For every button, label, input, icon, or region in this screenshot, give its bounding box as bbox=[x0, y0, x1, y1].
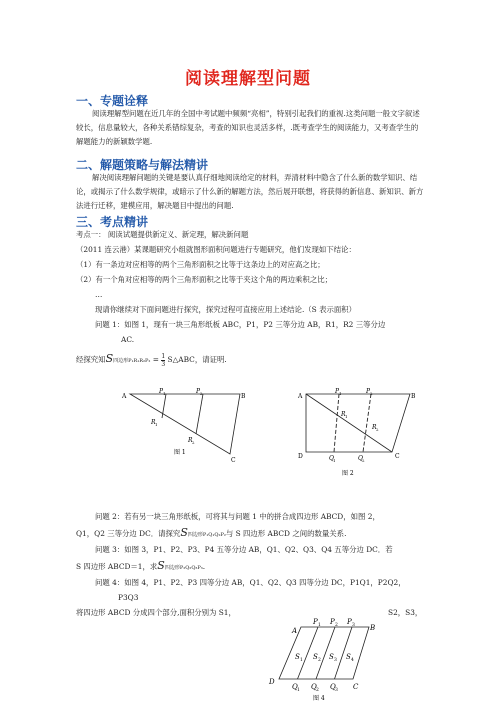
fraction-numerator: 1 bbox=[161, 352, 166, 360]
problem-3-line-2 bbox=[76, 559, 205, 575]
formula-line-1 bbox=[76, 352, 227, 368]
label-q1: Q bbox=[329, 455, 334, 462]
label-c: C bbox=[231, 457, 236, 464]
label-p2: P bbox=[196, 388, 201, 395]
label-p1-sub: 1 bbox=[339, 391, 342, 396]
area-symbol: S bbox=[180, 526, 188, 539]
page-title: 阅读理解型问题 bbox=[185, 69, 311, 89]
label-p2-sub: 2 bbox=[200, 391, 203, 396]
problem-2-line-2 bbox=[76, 526, 346, 542]
figure-2-caption: 图 2 bbox=[342, 470, 354, 477]
segment-p2r2 bbox=[196, 394, 203, 434]
conclusion-1: （1）有一条边对应相等的两个三角形面积之比等于这条边上的对应高之比； bbox=[76, 260, 325, 269]
problem-4-line-3: 将四边形 ABCD 分成四个部分,面积分别为 S1， bbox=[76, 608, 236, 617]
figure-1 bbox=[118, 388, 250, 466]
problem-3-post: . bbox=[202, 562, 206, 571]
label-p1-sub: 1 bbox=[163, 391, 166, 396]
label-s4-sub: 4 bbox=[351, 658, 354, 663]
problem-4-line-3-end: S2，S3， bbox=[388, 608, 423, 617]
label-p3-sub: 3 bbox=[352, 623, 355, 628]
continue-text: 现请你继续对下面问题进行探究，探究过程可直接应用上述结论.（S 表示面积） bbox=[95, 305, 357, 314]
label-p2: P bbox=[330, 618, 335, 626]
label-r1-sub: 1 bbox=[345, 414, 348, 419]
label-c: C bbox=[395, 453, 400, 460]
conclusion-2: （2）有一个角对应相等的两个三角形面积之比等于夹这个角的两边乘积之比； bbox=[76, 275, 332, 284]
label-r1: R bbox=[151, 419, 156, 426]
equals-sign: = bbox=[152, 355, 159, 364]
label-q3-sub: 3 bbox=[335, 688, 338, 693]
figure-1-caption: 图 1 bbox=[174, 449, 186, 456]
label-q2: Q bbox=[311, 683, 317, 691]
label-d: D bbox=[269, 678, 275, 686]
figure-2 bbox=[294, 388, 424, 484]
label-b: B bbox=[411, 393, 416, 400]
section-heading-3: 三、考点精讲 bbox=[76, 215, 149, 229]
segment-p2q2 bbox=[363, 394, 371, 452]
label-r2: R bbox=[188, 437, 193, 444]
label-p2-sub: 2 bbox=[335, 623, 338, 628]
label-p2-sub: 2 bbox=[370, 391, 373, 396]
label-a: A bbox=[292, 627, 298, 635]
problem-1-cont: AC. bbox=[121, 335, 135, 344]
section-heading-2: 二、解题策略与解法精讲 bbox=[76, 158, 209, 172]
section-1-body: 阅读理解型问题在近几年的全国中考试题中频频“亮相”，特别引起我们的重视.这类问题一般文字叙述较长，信息量较大，各种关系错综复杂，考查的知识也灵活多样，.既考查学生的阅读能力，又考查学生的解题能力的新颖数学题. bbox=[76, 109, 420, 146]
label-a: A bbox=[298, 393, 303, 400]
key-point-1: 考点一： 阅读试题提供新定义、新定理，解决新问题 bbox=[76, 230, 249, 239]
problem-2: 问题 2：若有另一块三角形纸板，可将其与问题 1 中的拼合成四边形 ABCD，如图 2， bbox=[95, 512, 380, 521]
label-r2-sub: 2 bbox=[192, 440, 195, 445]
fraction bbox=[161, 353, 165, 368]
area-subscript: 四边形P₁Q₁Q₂P₂ bbox=[187, 532, 226, 538]
label-q1-sub: 1 bbox=[333, 458, 336, 463]
label-q1-sub: 1 bbox=[297, 688, 300, 693]
label-a: A bbox=[122, 393, 127, 400]
label-q2: Q bbox=[358, 455, 363, 462]
label-q2-sub: 2 bbox=[316, 688, 319, 693]
diagonal-ac bbox=[306, 394, 392, 452]
label-s1-sub: 1 bbox=[300, 658, 303, 663]
area-symbol: S bbox=[157, 559, 165, 572]
label-r2: R bbox=[372, 424, 377, 431]
problem-3-pre: S 四边形 ABCD＝1，求 bbox=[76, 562, 158, 571]
label-s2-sub: 2 bbox=[318, 658, 321, 663]
formula-post: S△ABC，请证明. bbox=[167, 355, 227, 364]
section-heading-1: 一、专题诠释 bbox=[76, 94, 149, 108]
fraction-denominator: 3 bbox=[161, 360, 166, 368]
triangle-abc bbox=[130, 394, 240, 454]
ellipsis: … bbox=[95, 290, 103, 299]
label-p1: P bbox=[335, 388, 340, 395]
label-b: B bbox=[370, 624, 376, 632]
segment-p1q1 bbox=[334, 394, 339, 452]
label-p1: P bbox=[313, 618, 318, 626]
label-p1-sub: 1 bbox=[318, 623, 321, 628]
question-intro: （2011 连云港）某课题研究小组就图形面积问题进行专题研究，他们发现如下结论： bbox=[76, 245, 356, 254]
area-subscript: 四边形P₂Q₂Q₃P₃ bbox=[164, 565, 203, 571]
label-d: D bbox=[298, 453, 303, 460]
formula-pre: 经探究知 bbox=[76, 355, 106, 364]
problem-2-post: 与 S 四边形 ABCD 之间的数量关系. bbox=[225, 529, 347, 538]
label-p2: P bbox=[366, 388, 371, 395]
problem-2-pre: Q1，Q2 三等分边 DC．请探究 bbox=[76, 529, 181, 538]
label-c: C bbox=[353, 683, 359, 691]
area-subscript: 四边形P₁R₁R₂P₂ bbox=[113, 358, 151, 364]
problem-1: 问题 1：如图 1，现有一块三角形纸板 ABC，P1，P2 三等分边 AB，R1，R2 三等分边 bbox=[95, 320, 386, 329]
area-symbol: S bbox=[105, 352, 114, 365]
label-s1: S bbox=[295, 653, 300, 661]
label-s2: S bbox=[313, 653, 318, 661]
figure-4 bbox=[255, 615, 385, 702]
problem-4-cont: P3Q3 bbox=[118, 593, 139, 602]
label-s3: S bbox=[329, 653, 334, 661]
label-s4: S bbox=[346, 653, 351, 661]
label-p1: P bbox=[159, 388, 164, 395]
label-q2-sub: 2 bbox=[362, 458, 365, 463]
figure-4-caption: 图 4 bbox=[313, 695, 325, 702]
problem-3: 问题 3：如图 3，P1、P2、P3、P4 五等分边 AB，Q1、Q2、Q3、Q4 五等分边 DC．若 bbox=[95, 545, 393, 554]
section-2-body: 解决阅读理解问题的关键是要认真仔细地阅读给定的材料，弄清材料中隐含了什么新的数学知识、结论，或揭示了什么数学规律，或暗示了什么新的解题方法，然后展开联想，将获得的新信息、新知识、新方法进行迁移，建模应用，解决题目中提出的问题. bbox=[76, 173, 424, 210]
label-q1: Q bbox=[292, 683, 298, 691]
label-b: B bbox=[241, 393, 246, 400]
label-p3: P bbox=[347, 618, 352, 626]
label-r2-sub: 2 bbox=[376, 427, 379, 432]
label-s3-sub: 3 bbox=[334, 658, 337, 663]
quadrilateral-abcd bbox=[306, 394, 410, 452]
label-r1: R bbox=[341, 411, 346, 418]
problem-4: 问题 4：如图 4，P1、P2、P3 四等分边 AB，Q1、Q2、Q3 四等分边 DC，P1Q1，P2Q2， bbox=[95, 578, 406, 587]
label-r1-sub: 1 bbox=[155, 422, 158, 427]
label-q3: Q bbox=[330, 683, 336, 691]
